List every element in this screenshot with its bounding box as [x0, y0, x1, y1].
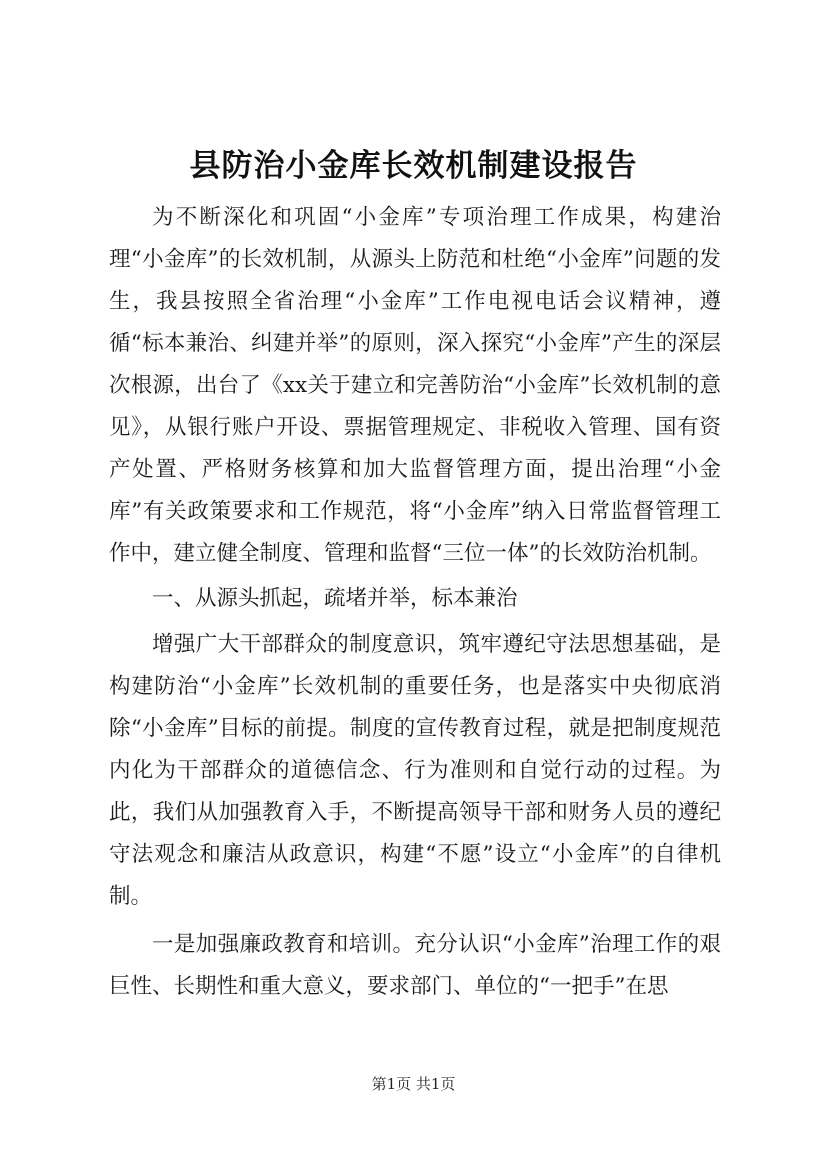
- page-number-footer: 第1页 共1页: [371, 1075, 456, 1093]
- document-body: [109, 197, 721, 1008]
- paragraph-intro: 为不断深化和巩固“小金库”专项治理工作成果，构建治理“小金库”的长效机制，从源头上防范和杜绝“小金库”问题的发生，我县按照全省治理“小金库”工作电视电话会议精神，遵循“标本兼治、纠建并举”的原则，深入探究“小金库”产生的深层次根源，出台了《xx关于建立和完善防治“小金库”长效机制的意见》，从银行账户开设、票据管理规定、非税收入管理、国有资产处置、严格财务核算和加大监督管理方面，提出治理“小金库”有关政策要求和工作规范，将“小金库”纳入日常监督管理工作中，建立健全制度、管理和监督“三位一体”的长效防治机制。: [109, 205, 721, 566]
- section-heading-1: 一、从源头抓起，疏堵并举，标本兼治: [152, 586, 518, 611]
- paragraph-section-1: 增强广大干部群众的制度意识，筑牢遵纪守法思想基础，是构建防治“小金库”长效机制的重要任务，也是落实中央彻底消除“小金库”目标的前提。制度的宣传教育过程，就是把制度规范内化为干部群众的道德信念、行为准则和自觉行动的过程。为此，我们从加强教育入手，不断提高领导干部和财务人员的遵纪守法观念和廉洁从政意识，构建“不愿”设立“小金库”的自律机制。: [109, 632, 721, 909]
- paragraph-point-1: 一是加强廉政教育和培训。充分认识“小金库”治理工作的艰巨性、长期性和重大意义，要求部门、单位的“一把手”在思: [109, 932, 721, 999]
- document-title: 县防治小金库长效机制建设报告: [189, 148, 638, 184]
